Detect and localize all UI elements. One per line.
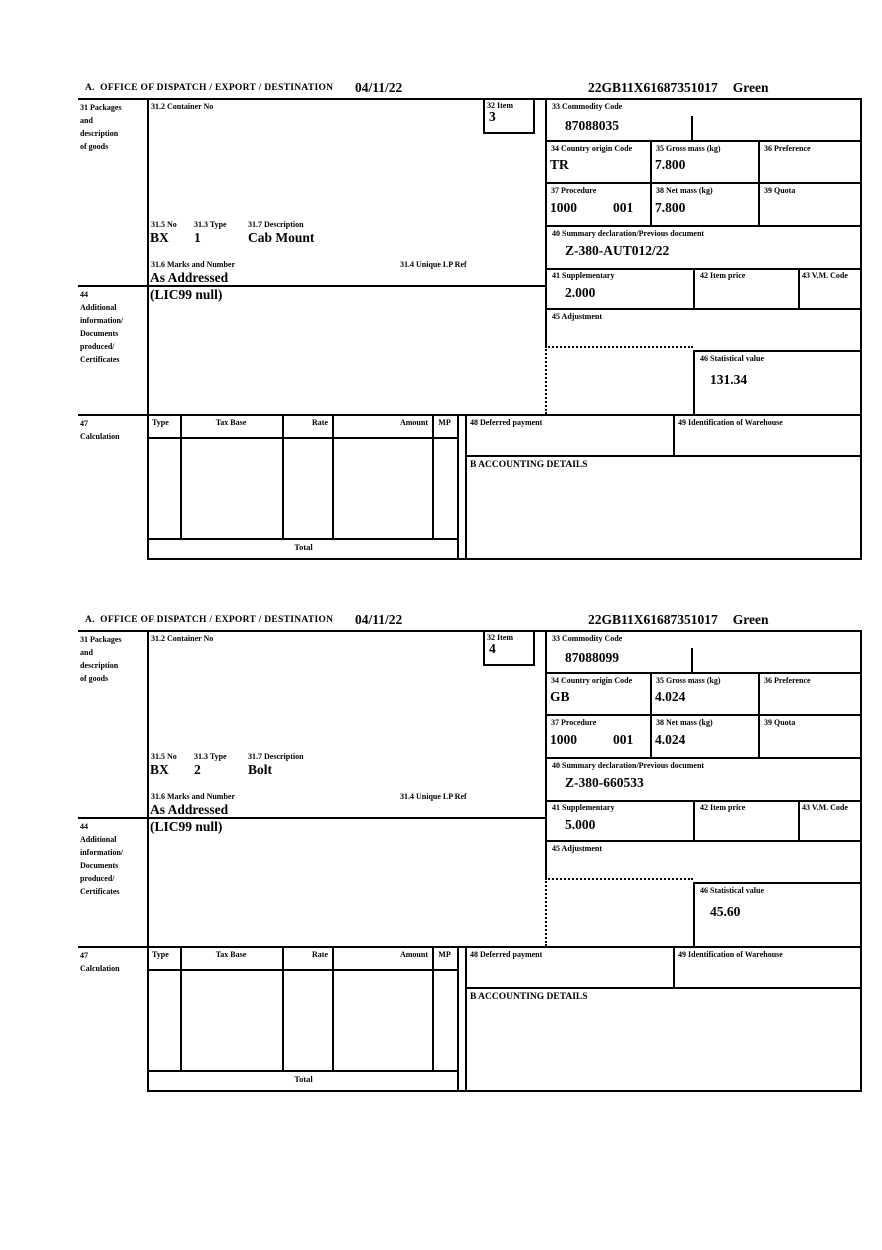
previous-document-value: Z-380-AUT012/22 xyxy=(565,243,670,258)
label-line: information/ xyxy=(80,316,124,325)
divider xyxy=(465,455,862,457)
label-line: produced/ xyxy=(80,342,115,351)
item-number-value: 3 xyxy=(489,109,496,124)
label-line: 44 xyxy=(80,290,88,299)
accounting-details-label: B ACCOUNTING DETAILS xyxy=(470,992,588,1002)
divider xyxy=(650,140,652,225)
divider xyxy=(545,225,862,227)
divider xyxy=(483,664,535,666)
divider xyxy=(432,946,434,1070)
divider xyxy=(545,308,862,310)
routing-status: Green xyxy=(732,612,769,627)
divider xyxy=(483,132,535,134)
divider xyxy=(545,268,862,270)
commodity-code-value: 87088099 xyxy=(565,650,619,665)
routing-status: Green xyxy=(732,80,769,95)
tax-base-column-header: Tax Base xyxy=(215,418,247,427)
package-count-value: 1 xyxy=(194,230,201,245)
divider xyxy=(332,414,334,538)
commodity-code-value: 87088035 xyxy=(565,118,619,133)
label-line: 31 Packages xyxy=(80,103,122,112)
divider xyxy=(147,98,149,560)
package-no-label: 31.5 No xyxy=(151,220,177,229)
vm-code-label: 43 V.M. Code xyxy=(802,803,848,812)
item-price-label: 42 Item price xyxy=(700,271,746,280)
packages-description-label xyxy=(80,633,122,685)
divider xyxy=(180,946,182,1070)
tax-base-column-header: Tax Base xyxy=(215,950,247,959)
label-line: Calculation xyxy=(80,964,120,973)
office-of-dispatch-header: A. OFFICE OF DISPATCH / EXPORT / DESTINATION xyxy=(85,83,334,93)
previous-document-value: Z-380-660533 xyxy=(565,775,644,790)
divider xyxy=(798,268,800,308)
package-type-label: 31.3 Type xyxy=(194,752,227,761)
vm-code-label: 43 V.M. Code xyxy=(802,271,848,280)
divider xyxy=(483,98,485,132)
divider xyxy=(432,414,434,538)
label-line: Certificates xyxy=(80,355,120,364)
additional-information-value: (LIC99 null) xyxy=(150,819,223,834)
divider xyxy=(545,800,862,802)
additional-information-label xyxy=(80,288,123,366)
label-line: and xyxy=(80,648,93,657)
mrn xyxy=(588,612,769,627)
gross-mass-value: 7.800 xyxy=(655,157,686,172)
divider xyxy=(78,630,862,632)
amount-column-header: Amount xyxy=(399,418,428,427)
item-label: 32 Item xyxy=(487,101,513,110)
divider xyxy=(78,946,862,948)
divider xyxy=(673,946,675,987)
supplementary-value: 5.000 xyxy=(565,817,596,832)
summary-declaration-label: 40 Summary declaration/Previous document xyxy=(552,229,705,238)
packages-description-label xyxy=(80,101,122,153)
dotted-divider xyxy=(545,878,693,880)
amount-column-header: Amount xyxy=(399,950,428,959)
net-mass-value: 4.024 xyxy=(655,732,686,747)
divider xyxy=(78,98,862,100)
divider xyxy=(148,437,459,439)
divider xyxy=(693,268,695,308)
divider xyxy=(758,140,760,225)
divider xyxy=(282,946,284,1070)
mp-column-header: MP xyxy=(438,950,451,959)
divider xyxy=(465,414,467,558)
procedure-value: 1000 xyxy=(550,732,577,747)
goods-description-value: Cab Mount xyxy=(248,230,315,245)
divider xyxy=(545,757,862,759)
mrn-number: 22GB11X61687351017 xyxy=(588,80,718,95)
gross-mass-label: 35 Gross mass (kg) xyxy=(656,676,721,685)
label-line: 47 xyxy=(80,419,88,428)
divider xyxy=(78,414,862,416)
label-line: produced/ xyxy=(80,874,115,883)
deferred-payment-label: 48 Deferred payment xyxy=(470,418,543,427)
item-price-label: 42 Item price xyxy=(700,803,746,812)
supplementary-label: 41 Supplementary xyxy=(552,803,615,812)
rate-column-header: Rate xyxy=(312,418,328,427)
goods-description-value: Bolt xyxy=(248,762,273,777)
dotted-divider xyxy=(545,878,547,946)
container-no-label: 31.2 Container No xyxy=(151,102,214,111)
preference-label: 36 Preference xyxy=(764,144,811,153)
procedure-suffix-value: 001 xyxy=(613,200,634,215)
divider xyxy=(860,630,862,1092)
deferred-payment-label: 48 Deferred payment xyxy=(470,950,543,959)
label-line: description xyxy=(80,129,119,138)
package-count-value: 2 xyxy=(194,762,201,777)
divider xyxy=(798,800,800,840)
commodity-code-label: 33 Commodity Code xyxy=(552,102,623,111)
divider xyxy=(545,630,547,879)
divider xyxy=(673,414,675,455)
label-line: of goods xyxy=(80,142,109,151)
label-line: Additional xyxy=(80,835,117,844)
procedure-label: 37 Procedure xyxy=(551,718,597,727)
divider xyxy=(545,714,862,716)
goods-description-label: 31.7 Description xyxy=(248,220,304,229)
label-line: 47 xyxy=(80,951,88,960)
label-line: 31 Packages xyxy=(80,635,122,644)
additional-information-label xyxy=(80,820,123,898)
divider xyxy=(545,840,862,842)
statistical-value: 45.60 xyxy=(710,904,741,919)
marks-number-label: 31.6 Marks and Number xyxy=(151,260,236,269)
procedure-label: 37 Procedure xyxy=(551,186,597,195)
commodity-code-label: 33 Commodity Code xyxy=(552,634,623,643)
label-line: Certificates xyxy=(80,887,120,896)
item-number-value: 4 xyxy=(489,641,496,656)
statistical-value-label: 46 Statistical value xyxy=(700,354,764,363)
statistical-value-label: 46 Statistical value xyxy=(700,886,764,895)
label-line: description xyxy=(80,661,119,670)
goods-description-label: 31.7 Description xyxy=(248,752,304,761)
divider xyxy=(180,414,182,538)
package-no-label: 31.5 No xyxy=(151,752,177,761)
summary-declaration-label: 40 Summary declaration/Previous document xyxy=(552,761,705,770)
unique-lp-ref-label: 31.4 Unique LP Ref xyxy=(400,792,467,801)
country-origin-label: 34 Country origin Code xyxy=(551,144,633,153)
adjustment-label: 45 Adjustment xyxy=(552,844,603,853)
procedure-suffix-value: 001 xyxy=(613,732,634,747)
label-line: Documents xyxy=(80,861,119,870)
label-line: 44 xyxy=(80,822,88,831)
warehouse-id-label: 49 Identification of Warehouse xyxy=(678,950,783,959)
divider xyxy=(465,946,467,1090)
adjustment-label: 45 Adjustment xyxy=(552,312,603,321)
tax-type-column-header: Type xyxy=(152,950,169,959)
total-row-label: Total xyxy=(294,1074,313,1084)
procedure-value: 1000 xyxy=(550,200,577,215)
divider xyxy=(693,882,695,946)
divider xyxy=(483,630,485,664)
label-line: Documents xyxy=(80,329,119,338)
divider xyxy=(758,672,760,757)
marks-value: As Addressed xyxy=(150,802,229,817)
quota-label: 39 Quota xyxy=(764,186,796,195)
net-mass-label: 38 Net mass (kg) xyxy=(656,718,713,727)
label-line: Calculation xyxy=(80,432,120,441)
package-type-label: 31.3 Type xyxy=(194,220,227,229)
office-of-dispatch-header: A. OFFICE OF DISPATCH / EXPORT / DESTINATION xyxy=(85,615,334,625)
container-no-label: 31.2 Container No xyxy=(151,634,214,643)
package-code-value: BX xyxy=(150,230,169,245)
dotted-divider xyxy=(545,346,547,414)
divider xyxy=(545,672,862,674)
mp-column-header: MP xyxy=(438,418,451,427)
divider xyxy=(693,350,695,414)
divider xyxy=(148,1090,862,1092)
divider xyxy=(282,414,284,538)
calculation-label xyxy=(80,417,120,443)
country-origin-label: 34 Country origin Code xyxy=(551,676,633,685)
divider xyxy=(148,1070,459,1072)
preference-label: 36 Preference xyxy=(764,676,811,685)
label-line: Additional xyxy=(80,303,117,312)
label-line: information/ xyxy=(80,848,124,857)
divider xyxy=(465,987,862,989)
commodity-code-separator xyxy=(691,116,693,140)
divider xyxy=(650,672,652,757)
divider xyxy=(148,538,459,540)
marks-number-label: 31.6 Marks and Number xyxy=(151,792,236,801)
supplementary-value: 2.000 xyxy=(565,285,596,300)
tax-type-column-header: Type xyxy=(152,418,169,427)
accounting-details-label: B ACCOUNTING DETAILS xyxy=(470,460,588,470)
divider xyxy=(693,350,862,352)
commodity-code-separator xyxy=(691,648,693,672)
rate-column-header: Rate xyxy=(312,950,328,959)
net-mass-value: 7.800 xyxy=(655,200,686,215)
divider xyxy=(332,946,334,1070)
divider xyxy=(693,800,695,840)
divider xyxy=(693,882,862,884)
country-origin-value: GB xyxy=(550,689,570,704)
divider xyxy=(545,98,547,347)
divider xyxy=(148,969,459,971)
mrn-number: 22GB11X61687351017 xyxy=(588,612,718,627)
label-line: and xyxy=(80,116,93,125)
quota-label: 39 Quota xyxy=(764,718,796,727)
warehouse-id-label: 49 Identification of Warehouse xyxy=(678,418,783,427)
total-row-label: Total xyxy=(294,542,313,552)
statistical-value: 131.34 xyxy=(710,372,748,387)
dotted-divider xyxy=(545,346,693,348)
additional-information-value: (LIC99 null) xyxy=(150,287,223,302)
item-label: 32 Item xyxy=(487,633,513,642)
divider xyxy=(147,630,149,1092)
divider xyxy=(457,946,459,1092)
divider xyxy=(545,182,862,184)
label-line: of goods xyxy=(80,674,109,683)
item-block-2 xyxy=(0,612,882,1092)
package-code-value: BX xyxy=(150,762,169,777)
divider xyxy=(533,98,535,132)
unique-lp-ref-label: 31.4 Unique LP Ref xyxy=(400,260,467,269)
marks-value: As Addressed xyxy=(150,270,229,285)
gross-mass-label: 35 Gross mass (kg) xyxy=(656,144,721,153)
country-origin-value: TR xyxy=(550,157,569,172)
divider xyxy=(148,558,862,560)
divider xyxy=(860,98,862,560)
mrn xyxy=(588,80,769,95)
divider xyxy=(457,414,459,560)
divider xyxy=(533,630,535,664)
gross-mass-value: 4.024 xyxy=(655,689,686,704)
declaration-date: 04/11/22 xyxy=(355,80,403,95)
supplementary-label: 41 Supplementary xyxy=(552,271,615,280)
declaration-date: 04/11/22 xyxy=(355,612,403,627)
divider xyxy=(545,140,862,142)
calculation-label xyxy=(80,949,120,975)
item-block-1 xyxy=(0,80,882,560)
net-mass-label: 38 Net mass (kg) xyxy=(656,186,713,195)
